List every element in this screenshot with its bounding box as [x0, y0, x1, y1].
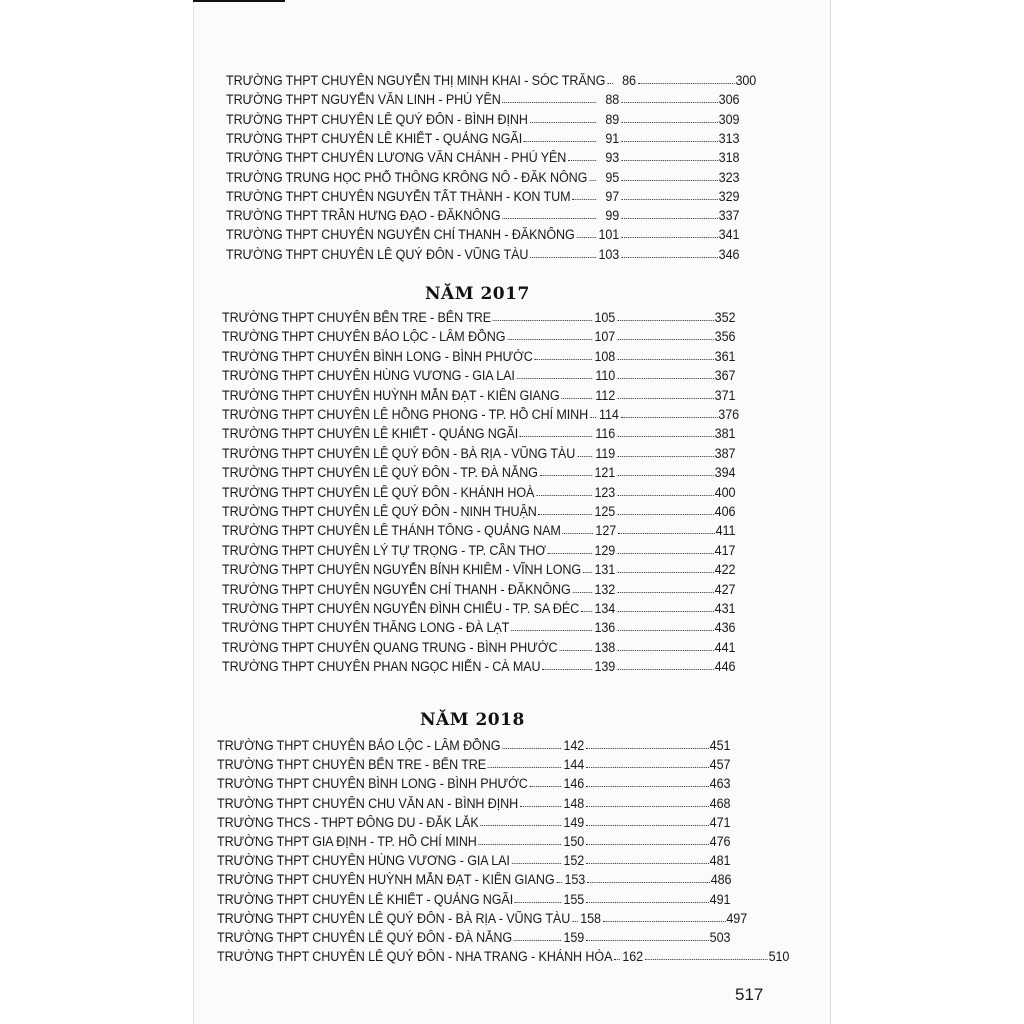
toc-entry-page-solution: 394 — [714, 465, 736, 481]
dot-leader — [618, 533, 715, 534]
toc-entry — [222, 344, 735, 364]
toc-entry-title: TRƯỜNG THPT CHUYÊN THĂNG LONG - ĐÀ LẠT — [222, 620, 510, 636]
toc-entry-title: TRƯỜNG THPT CHUYÊN CHU VĂN AN - BÌNH ĐỊNH — [217, 795, 519, 811]
toc-entry-page-solution: 497 — [726, 910, 748, 926]
dot-leader — [556, 882, 562, 883]
toc-entry — [222, 460, 735, 480]
dot-leader — [617, 475, 714, 476]
toc-entry-page-problem: 119 — [595, 445, 616, 461]
toc-entry-page-solution: 411 — [715, 523, 736, 539]
toc-entry-page-solution: 318 — [718, 150, 740, 166]
toc-entry-page-problem: 150 — [563, 834, 585, 849]
toc-entry-title: TRƯỜNG THPT CHUYÊN NGUYỄN CHÍ THANH - ĐĂKNÔNG — [226, 227, 575, 243]
toc-entry-page-problem: 95 — [605, 169, 620, 185]
toc-entry-title: TRƯỜNG THPT CHUYÊN HÙNG VƯƠNG - GIA LAI — [217, 853, 510, 869]
toc-entry — [217, 848, 730, 868]
toc-entry-title: TRƯỜNG THPT CHUYÊN BẢO LỘC - LÂM ĐỒNG — [217, 738, 501, 753]
toc-entry-title: TRƯỜNG THPT CHUYÊN NGUYỄN TẤT THÀNH - KON TUM — [226, 188, 571, 204]
toc-entry — [217, 867, 730, 887]
toc-entry-title: TRƯỜNG THPT CHUYÊN HUỲNH MẪN ĐẠT - KIÊN GIANG — [217, 872, 555, 888]
toc-entry-page-solution: 337 — [718, 208, 740, 224]
dot-leader — [514, 940, 561, 941]
dot-leader — [524, 141, 596, 142]
toc-entry-title: TRƯỜNG THPT CHUYÊN QUANG TRUNG - BÌNH PHƯỚC — [222, 639, 558, 655]
toc-entry-page-problem: 110 — [595, 368, 616, 384]
toc-entry-title: TRƯỜNG THPT CHUYÊN HÙNG VƯƠNG - GIA LAI — [222, 368, 515, 384]
toc-entry-page-problem: 131 — [594, 562, 616, 578]
toc-entry-page-solution: 441 — [714, 639, 736, 655]
toc-entry — [217, 925, 730, 945]
toc-entry-page-solution: 471 — [709, 814, 731, 830]
toc-entry-page-solution: 486 — [710, 872, 732, 888]
dot-leader — [617, 398, 714, 399]
dot-leader — [563, 533, 593, 534]
dot-leader — [621, 122, 718, 123]
toc-entry-page-solution: 417 — [714, 542, 736, 558]
toc-entry-title: TRƯỜNG THPT TRẦN HƯNG ĐẠO - ĐĂKNÔNG — [226, 208, 501, 224]
dot-leader — [502, 218, 596, 219]
dot-leader — [617, 572, 714, 573]
toc-entry-title: TRƯỜNG THPT CHUYÊN LƯƠNG VĂN CHÁNH - PHÚ YÊN — [226, 150, 567, 166]
dot-leader — [617, 592, 714, 593]
dot-leader — [561, 398, 592, 399]
dot-leader — [617, 495, 714, 496]
toc-entry — [222, 518, 735, 538]
toc-entry-page-problem: 152 — [563, 853, 585, 869]
toc-entry-page-problem: 134 — [594, 601, 616, 616]
dot-leader — [621, 102, 718, 103]
toc-entry-page-problem: 155 — [563, 891, 585, 907]
dot-leader — [493, 320, 592, 321]
dot-leader — [617, 378, 714, 379]
toc-entry-page-solution: 510 — [768, 949, 790, 965]
toc-entry — [222, 402, 739, 422]
dot-leader — [530, 257, 596, 258]
toc-entry-page-problem: 97 — [605, 188, 620, 204]
toc-entry-title: TRƯỜNG THPT CHUYÊN BẾN TRE - BẾN TRE — [222, 310, 492, 325]
dot-leader — [617, 650, 714, 651]
toc-entry — [217, 944, 790, 965]
toc-entry-page-problem: 88 — [605, 92, 620, 108]
toc-entry-page-problem: 149 — [563, 814, 585, 830]
toc-entry-title: TRƯỜNG THPT CHUYÊN NGUYỄN THỊ MINH KHAI - SÓC TRĂNG — [226, 73, 606, 88]
dot-leader — [621, 141, 718, 142]
toc-entry — [222, 635, 735, 655]
toc-entry — [226, 184, 739, 204]
dot-leader — [617, 320, 714, 321]
toc-entry — [217, 810, 730, 830]
dot-leader — [586, 748, 709, 749]
toc-entry-page-solution: 457 — [709, 757, 731, 773]
toc-entry-page-problem: 138 — [594, 639, 616, 655]
dot-leader — [621, 218, 718, 219]
dot-leader — [587, 882, 710, 883]
toc-entry-title: TRƯỜNG THPT CHUYÊN HUỲNH MẪN ĐẠT - KIÊN GIANG — [222, 387, 560, 403]
toc-entry-page-solution: 436 — [714, 620, 736, 636]
dot-leader — [573, 592, 592, 593]
dot-leader — [536, 495, 592, 496]
toc-entry-page-solution: 381 — [714, 426, 736, 442]
dot-leader — [530, 122, 596, 123]
toc-entry-page-problem: 121 — [594, 465, 616, 481]
toc-entry-page-problem: 162 — [622, 949, 644, 965]
dot-leader — [581, 611, 592, 612]
toc-entry-title: TRƯỜNG THPT CHUYÊN LÊ QUÝ ĐÔN - TP. ĐÀ NẴNG — [222, 465, 538, 481]
dot-leader — [617, 339, 714, 340]
toc-entry-page-solution: 446 — [714, 659, 736, 675]
dot-leader — [617, 359, 714, 360]
dot-leader — [586, 806, 709, 807]
dot-leader — [517, 378, 592, 379]
dot-leader — [617, 611, 714, 612]
toc-entry-page-problem: 123 — [594, 484, 616, 500]
toc-entry-title: TRƯỜNG THPT CHUYÊN LÊ QUÝ ĐÔN - BÌNH ĐỊNH — [226, 111, 528, 127]
toc-entry-title: TRƯỜNG THPT CHUYÊN LÊ KHIẾT - QUẢNG NGÃI — [222, 426, 519, 442]
toc-entry-page-problem: 112 — [595, 387, 616, 403]
toc-entry — [217, 752, 730, 772]
toc-entry-title: TRƯỜNG THPT CHUYÊN BẢO LỘC - LÂM ĐỒNG — [222, 329, 506, 345]
toc-entry-title: TRƯỜNG TRUNG HỌC PHỔ THÔNG KRÔNG NÔ - ĐĂK NÔNG — [226, 169, 588, 185]
toc-entry — [222, 305, 735, 325]
toc-entry — [222, 596, 735, 616]
toc-entry — [217, 906, 748, 926]
toc-entry — [222, 441, 735, 461]
toc-entry-page-problem: 116 — [595, 426, 616, 442]
dot-leader — [586, 844, 709, 845]
dot-leader — [607, 83, 613, 84]
dot-leader — [572, 199, 596, 200]
toc-entry-page-solution: 387 — [714, 445, 736, 461]
dot-leader — [617, 630, 714, 631]
toc-entry — [222, 654, 735, 674]
toc-entry-page-problem: 86 — [622, 73, 636, 88]
toc-entry — [217, 733, 730, 753]
toc-entry-title: TRƯỜNG THPT GIA ĐỊNH - TP. HỒ CHÍ MINH — [217, 834, 477, 849]
dot-leader — [520, 436, 592, 437]
toc-entry-title: TRƯỜNG THPT CHUYÊN NGUYỄN CHÍ THANH - ĐĂKNÔNG — [222, 581, 571, 597]
dot-leader — [540, 475, 592, 476]
toc-entry-title: TRƯỜNG THCS - THPT ĐÔNG DU - ĐẮK LẮK — [217, 814, 479, 830]
toc-entry-title: TRƯỜNG THPT CHUYÊN LÊ QUÝ ĐÔN - BÀ RỊA - VŨNG TÀU — [217, 910, 571, 926]
dot-leader — [617, 669, 714, 670]
toc-entry-page-problem: 159 — [563, 930, 585, 945]
dot-leader — [645, 959, 768, 960]
toc-entry-title: TRƯỜNG THPT CHUYÊN BẾN TRE - BẾN TRE — [217, 757, 487, 773]
dot-leader — [542, 669, 592, 670]
toc-entry-page-solution: 503 — [709, 930, 731, 945]
dot-leader — [572, 921, 578, 922]
toc-entry-page-problem: 93 — [605, 150, 620, 166]
dot-leader — [502, 748, 561, 749]
toc-entry-title: TRƯỜNG THPT CHUYÊN LÊ HỒNG PHONG - TP. HỒ CHÍ MINH — [222, 407, 589, 422]
toc-entry — [226, 222, 739, 242]
toc-entry-page-problem: 139 — [594, 659, 616, 675]
toc-entry-page-problem: 105 — [594, 310, 616, 325]
dot-leader — [480, 825, 560, 826]
dot-leader — [488, 767, 561, 768]
dot-leader — [621, 160, 718, 161]
toc-entry-page-problem: 89 — [605, 111, 620, 127]
toc-entry-page-solution: 323 — [718, 169, 740, 185]
toc-entry-page-problem: 153 — [564, 872, 586, 888]
dot-leader — [617, 436, 714, 437]
dot-leader — [577, 237, 596, 238]
toc-entry-page-problem: 158 — [580, 910, 601, 926]
toc-entry-page-solution: 309 — [718, 111, 740, 127]
toc-entry — [222, 557, 735, 577]
dot-leader — [503, 102, 596, 103]
dot-leader — [559, 650, 592, 651]
toc-entry-page-solution: 346 — [718, 246, 740, 262]
toc-entry-title: TRƯỜNG THPT NGUYỄN VĂN LINH - PHÚ YÊN — [226, 92, 501, 108]
toc-entry-title: TRƯỜNG THPT CHUYÊN NGUYỄN ĐÌNH CHIỂU - TP. SA ĐÉC — [222, 601, 580, 616]
toc-entry — [222, 421, 735, 441]
toc-entry-page-solution: 431 — [714, 601, 736, 616]
toc-entry-page-solution: 306 — [718, 92, 740, 108]
toc-entry — [226, 68, 757, 88]
toc-entry-page-problem: 99 — [605, 208, 620, 224]
toc-entry-page-problem: 129 — [594, 542, 616, 558]
dot-leader — [603, 921, 726, 922]
dot-leader — [511, 630, 592, 631]
toc-entry — [222, 363, 735, 383]
toc-entry-title: TRƯỜNG THPT CHUYÊN NGUYỄN BỈNH KHIÊM - VĨNH LONG — [222, 562, 582, 578]
section-heading: NĂM 2018 — [420, 710, 525, 730]
toc-entry — [222, 324, 735, 344]
dot-leader — [621, 199, 718, 200]
toc-entry — [217, 887, 730, 907]
toc-entry — [226, 126, 739, 146]
toc-entry-title: TRƯỜNG THPT CHUYÊN LÊ KHIẾT - QUẢNG NGÃI — [226, 130, 523, 146]
toc-entry — [222, 615, 735, 635]
toc-entry — [217, 791, 730, 811]
toc-entry-page-problem: 91 — [605, 130, 620, 146]
dot-leader — [539, 514, 592, 515]
dot-leader — [530, 786, 561, 787]
dot-leader — [621, 180, 718, 181]
toc-entry-page-problem: 146 — [563, 776, 585, 792]
toc-entry-page-solution: 341 — [718, 227, 740, 243]
dot-leader — [621, 257, 718, 258]
dot-leader — [586, 767, 709, 768]
toc-entry-page-solution: 481 — [709, 853, 731, 869]
toc-entry-page-solution: 451 — [709, 738, 731, 753]
toc-entry-title: TRƯỜNG THPT CHUYÊN BÌNH LONG - BÌNH PHƯỚC — [217, 776, 528, 792]
toc-entry-page-solution: 491 — [709, 891, 731, 907]
dot-leader — [479, 844, 561, 845]
dot-leader — [515, 902, 561, 903]
toc-entry-page-solution: 367 — [714, 368, 736, 384]
toc-entry-title: TRƯỜNG THPT CHUYÊN LÊ KHIẾT - QUẢNG NGÃI — [217, 891, 514, 907]
toc-entry-page-solution: 356 — [714, 329, 736, 345]
dot-leader — [586, 863, 709, 864]
toc-entry-page-solution: 463 — [709, 776, 731, 792]
toc-entry-page-problem: 103 — [598, 246, 620, 262]
toc-entry-page-solution: 313 — [718, 130, 740, 146]
toc-entry — [226, 107, 739, 127]
toc-entry — [226, 145, 739, 165]
dot-leader — [586, 786, 709, 787]
dot-leader — [617, 553, 714, 554]
dot-leader — [621, 237, 718, 238]
toc-entry-title: TRƯỜNG THPT CHUYÊN LÊ THÁNH TÔNG - QUẢNG NAM — [222, 523, 561, 539]
toc-entry — [222, 480, 735, 500]
dot-leader — [586, 825, 709, 826]
dot-leader — [617, 456, 714, 457]
dot-leader — [614, 959, 620, 960]
dot-leader — [577, 456, 592, 457]
top-edge-mark — [193, 0, 285, 2]
toc-entry-page-solution: 329 — [718, 188, 740, 204]
toc-entry — [222, 499, 735, 519]
toc-entry-page-solution: 427 — [714, 581, 736, 597]
toc-entry — [226, 203, 739, 223]
toc-entry-page-problem: 148 — [563, 795, 585, 811]
toc-entry-title: TRƯỜNG THPT CHUYÊN LÊ QUÝ ĐÔN - ĐÀ NẴNG — [217, 930, 513, 945]
toc-entry-page-problem: 125 — [594, 504, 616, 519]
toc-entry-page-problem: 107 — [594, 329, 616, 345]
toc-entry — [226, 87, 739, 107]
dot-leader — [548, 553, 592, 554]
toc-entry-page-problem: 144 — [563, 757, 585, 773]
section-heading: NĂM 2017 — [425, 284, 530, 304]
dot-leader — [568, 160, 596, 161]
dot-leader — [586, 902, 709, 903]
toc-entry-title: TRƯỜNG THPT CHUYÊN LÊ QUÝ ĐÔN - BÀ RỊA - VŨNG TÀU — [222, 445, 576, 461]
toc-entry-page-problem: 136 — [594, 620, 616, 636]
page-number: 517 — [735, 985, 764, 1004]
dot-leader — [583, 572, 592, 573]
dot-leader — [520, 806, 561, 807]
dot-leader — [638, 83, 735, 84]
toc-entry-title: TRƯỜNG THPT CHUYÊN PHAN NGỌC HIỂN - CÀ MAU — [222, 659, 541, 675]
toc-entry-page-solution: 400 — [714, 484, 736, 500]
toc-entry — [222, 383, 735, 403]
toc-entry — [217, 829, 730, 849]
toc-entry-title: TRƯỜNG THPT CHUYÊN BÌNH LONG - BÌNH PHƯỚC — [222, 348, 533, 364]
toc-entry-page-solution: 361 — [714, 348, 736, 364]
toc-entry-page-solution: 406 — [714, 504, 736, 519]
toc-entry — [222, 577, 735, 597]
dot-leader — [586, 940, 709, 941]
toc-entry-page-solution: 300 — [735, 73, 757, 88]
dot-leader — [512, 863, 561, 864]
toc-entry — [226, 242, 739, 262]
toc-entry — [222, 538, 735, 558]
toc-entry-page-problem: 127 — [595, 523, 617, 539]
dot-leader — [589, 180, 596, 181]
dot-leader — [590, 417, 596, 418]
toc-entry-title: TRƯỜNG THPT CHUYÊN LÊ QUÝ ĐÔN - NINH THUẬN — [222, 504, 537, 519]
toc-entry-page-solution: 468 — [709, 795, 731, 811]
dot-leader — [507, 339, 592, 340]
toc-entry-page-solution: 352 — [714, 310, 736, 325]
toc-entry-page-problem: 108 — [594, 348, 616, 364]
dot-leader — [621, 417, 718, 418]
toc-entry-title: TRƯỜNG THPT CHUYÊN LÊ QUÝ ĐÔN - KHÁNH HOÀ — [222, 484, 535, 500]
toc-entry-title: TRƯỜNG THPT CHUYÊN LÊ QUÝ ĐÔN - VŨNG TÀU — [226, 246, 529, 262]
toc-entry-title: TRƯỜNG THPT CHUYÊN LÝ TỰ TRỌNG - TP. CẦN THƠ — [222, 542, 546, 558]
dot-leader — [617, 514, 714, 515]
toc-entry-page-problem: 142 — [563, 738, 585, 753]
toc-entry-page-solution: 422 — [714, 562, 736, 578]
toc-entry — [217, 771, 730, 791]
toc-entry-page-problem: 132 — [594, 581, 616, 597]
toc-entry-page-solution: 476 — [709, 834, 731, 849]
toc-entry-title: TRƯỜNG THPT CHUYÊN LÊ QUÝ ĐÔN - NHA TRANG - KHÁNH HÒA — [217, 949, 613, 965]
toc-entry-page-problem: 101 — [598, 227, 620, 243]
toc-entry — [226, 165, 739, 185]
toc-entry-page-solution: 376 — [718, 407, 739, 422]
dot-leader — [535, 359, 592, 360]
toc-entry-page-solution: 371 — [714, 387, 736, 403]
toc-entry-page-problem: 114 — [599, 407, 619, 422]
